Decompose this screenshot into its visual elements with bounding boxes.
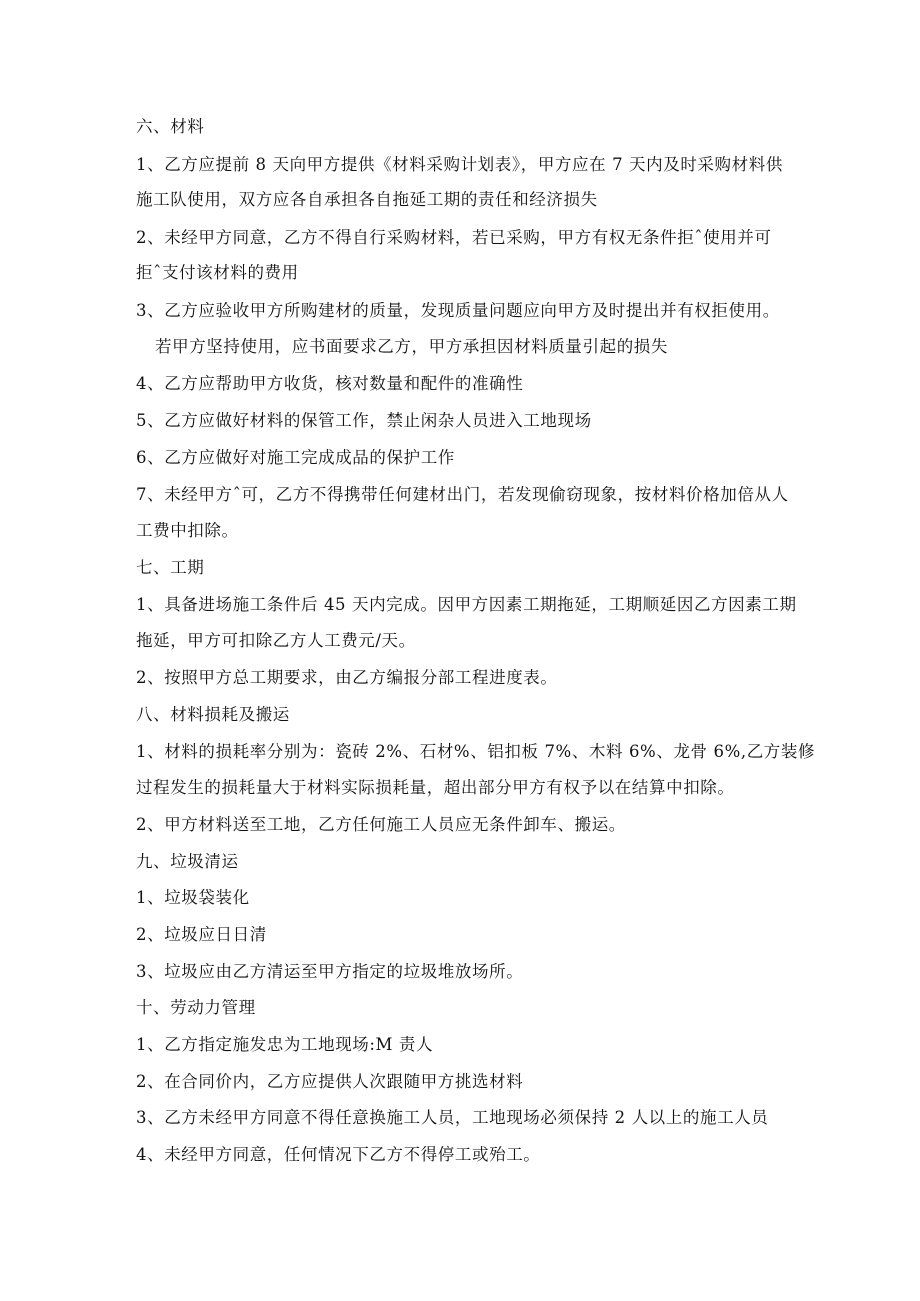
section-heading-material-loss: 八、材料损耗及搬运: [136, 705, 290, 724]
text-line: 1、具备进场施工条件后 45 天内完成。因甲方因素工期拖延，工期顺延因乙方因素工期: [136, 595, 797, 614]
text-line: 7、未经甲方ˆ可，乙方不得携带任何建材出门，若发现偷窃现象，按材料价格加倍从人: [136, 485, 789, 504]
text-line: 3、乙方未经甲方同意不得任意换施工人员，工地现场必须保持 2 人以上的施工人员: [136, 1108, 769, 1127]
text-line: 1、乙方应提前 8 天向甲方提供《材料采购计划表》，甲方应在 7 天内及时采购材料供: [136, 155, 783, 174]
text-line: 6、乙方应做好对施工完成成品的保护工作: [136, 448, 455, 467]
text-line: 1、材料的损耗率分别为：瓷砖 2%、石材%、铝扣板 7%、木料 6%、龙骨 6%,乙方装修: [136, 742, 816, 761]
text-line: 若甲方坚持使用，应书面要求乙方，甲方承担因材料质量引起的损失: [155, 337, 668, 356]
section-heading-materials: 六、材料: [136, 117, 205, 136]
text-line: 2、未经甲方同意，乙方不得自行采购材料，若已采购，甲方有权无条件拒ˆ使用并可: [136, 228, 772, 247]
text-line: 施工队使用，双方应各自承担各自拖延工期的责任和经济损失: [136, 190, 598, 209]
text-line: 4、乙方应帮助甲方收货，核对数量和配件的准确性: [136, 374, 524, 393]
text-line: 工费中扣除。: [136, 521, 239, 540]
text-line: 1、乙方指定施发忠为工地现场:M 责人: [136, 1035, 434, 1054]
text-line: 3、垃圾应由乙方清运至甲方指定的垃圾堆放场所。: [136, 962, 524, 981]
text-line: 拒ˆ支付该材料的费用: [136, 263, 299, 282]
text-line: 3、乙方应验收甲方所购建材的质量，发现质量问题应向甲方及时提出并有权拒使用。: [136, 301, 780, 320]
text-line: 4、未经甲方同意，任何情况下乙方不得停工或殆工。: [136, 1145, 541, 1164]
text-line: 过程发生的损耗量大于材料实际损耗量，超出部分甲方有权予以在结算中扣除。: [136, 778, 735, 797]
text-line: 2、甲方材料送至工地，乙方任何施工人员应无条件卸车、搬运。: [136, 815, 626, 834]
text-line: 5、乙方应做好材料的保管工作，禁止闲杂人员进入工地现场: [136, 411, 592, 430]
text-line: 2、在合同价内，乙方应提供人次跟随甲方挑选材料: [136, 1072, 524, 1091]
text-line: 1、垃圾袋装化: [136, 888, 250, 907]
text-line: 2、垃圾应日日清: [136, 925, 267, 944]
section-heading-waste: 九、垃圾清运: [136, 852, 239, 871]
section-heading-labor: 十、劳动力管理: [136, 998, 256, 1017]
section-heading-schedule: 七、工期: [136, 558, 205, 577]
text-line: 拖延，甲方可扣除乙方人工费元/天。: [136, 631, 416, 650]
text-line: 2、按照甲方总工期要求，由乙方编报分部工程进度表。: [136, 668, 558, 687]
